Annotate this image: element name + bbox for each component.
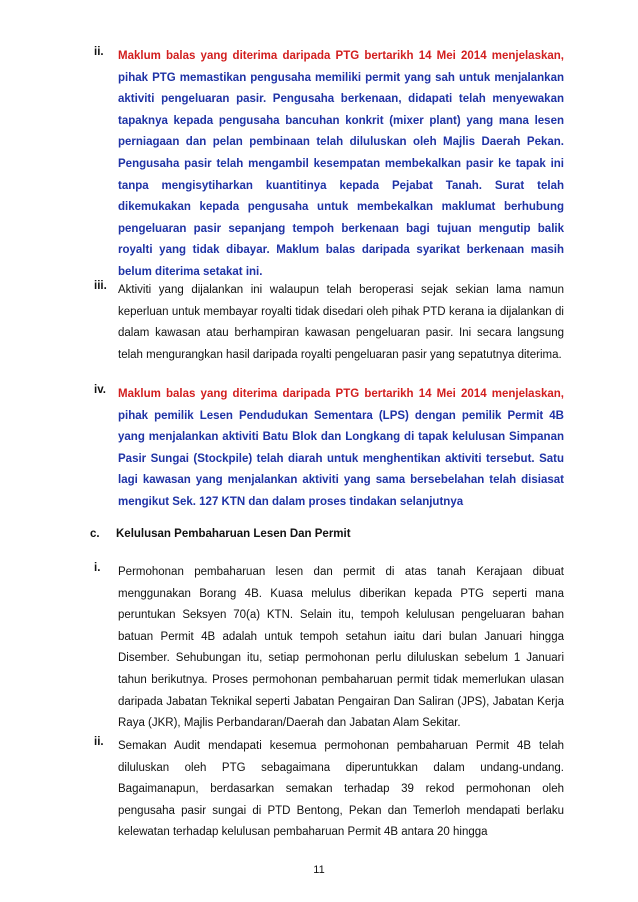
item-paragraph: Permohonan pembaharuan lesen dan permit di atas tanah Kerajaan dibuat menggunakan Borang 4B. Kuasa melulus diberikan kepada PTG seperti mana peruntukan Seksyen 70(a) KTN. Selain itu, tempoh kelulusan pengeluaran bahan batuan Permit 4B adalah untuk tempoh setahun iaitu dari bulan Januari hingga Disember. Sehubungan itu, setiap permohonan perlu diluluskan sebelum 1 Januari tahun berikutnya. Proses permohonan pembaharuan permit tidak memerlukan ulasan daripada Jabatan Teknikal seperti Jabatan Pengairan Dan Saliran (JPS), Jabatan Kerja Raya (JKR), Majlis Perbandaran/Daerah dan Jabatan Alam Sekitar.	[118, 566, 564, 730]
item-iii	[94, 280, 564, 366]
item-number: ii.	[94, 46, 104, 58]
section-label: c.	[90, 528, 100, 540]
item-number: ii.	[94, 736, 104, 748]
item-number: iv.	[94, 384, 106, 396]
page-number: 11	[313, 864, 325, 876]
item-paragraph: Semakan Audit mendapati kesemua permohonan pembaharuan Permit 4B telah diluluskan oleh PTG sebagaimana diperuntukkan dalam undang-undang. Bagaimanapun, berdasarkan semakan terhadap 39 rekod permohonan oleh pengusaha pasir sungai di PTD Bentong, Pekan dan Temerloh mendapati berlaku kelewatan terhadap kelulusan pembaharuan Permit 4B antara 20 hingga	[118, 740, 564, 839]
section-heading	[90, 528, 351, 540]
item-number: i.	[94, 562, 101, 574]
item-paragraph: Aktiviti yang dijalankan ini walaupun telah beroperasi sejak sekian lama namun keperluan untuk membayar royalti tidak disedari oleh pihak PTD kerana ia dijalankan di dalam kawasan atau berhampiran kawasan pengeluaran pasir. Ini secara langsung telah mengurangkan hasil daripada royalti pengeluaran pasir yang sepatutnya diterima.	[118, 284, 564, 361]
item-ii-response	[94, 46, 564, 284]
response-intro-red: Maklum balas yang diterima daripada PTG bertarikh 14 Mei 2014 menjelaskan,	[118, 50, 564, 62]
item-iv-response	[94, 384, 564, 514]
item-c-i	[94, 562, 564, 735]
section-title: Kelulusan Pembaharuan Lesen Dan Permit	[116, 528, 351, 540]
item-c-ii	[94, 736, 564, 844]
response-body-blue: pihak PTG memastikan pengusaha memiliki permit yang sah untuk menjalankan aktiviti pengeluaran pasir. Pengusaha berkenaan, didapati telah menyewakan tapaknya kepada pengusaha bancuhan konkrit (mixer plant) yang mana lesen perniagaan dan pelan pembinaan telah diluluskan oleh Majlis Daerah Pekan. Pengusaha pasir telah mengambil kesempatan membekalkan pasir ke tapak ini tanpa mengisytiharkan kuantitinya kepada Pejabat Tanah. Surat telah dikemukakan kepada pengusaha untuk membekalkan maklumat berhubung pengeluaran pasir sepanjang tempoh berkenaan bagi tujuan mengutip balik royalti yang tidak dibayar. Maklum balas daripada syarikat berkenaan masih belum diterima setakat ini.	[118, 71, 564, 278]
response-body-blue: pihak pemilik Lesen Pendudukan Sementara (LPS) dengan pemilik Permit 4B yang menjalankan aktiviti Batu Blok dan Longkang di tapak kelulusan Simpanan Pasir Sungai (Stockpile) telah diarah untuk menghentikan aktiviti tersebut. Satu lagi kawasan yang menjalankan aktiviti yang sama bersebelahan telah disiasat mengikut Sek. 127 KTN dan dalam proses tindakan selanjutnya	[118, 409, 564, 508]
response-intro-red: Maklum balas yang diterima daripada PTG bertarikh 14 Mei 2014 menjelaskan,	[118, 388, 564, 400]
item-paragraph	[118, 384, 564, 514]
item-paragraph	[118, 46, 564, 284]
item-number: iii.	[94, 280, 107, 292]
